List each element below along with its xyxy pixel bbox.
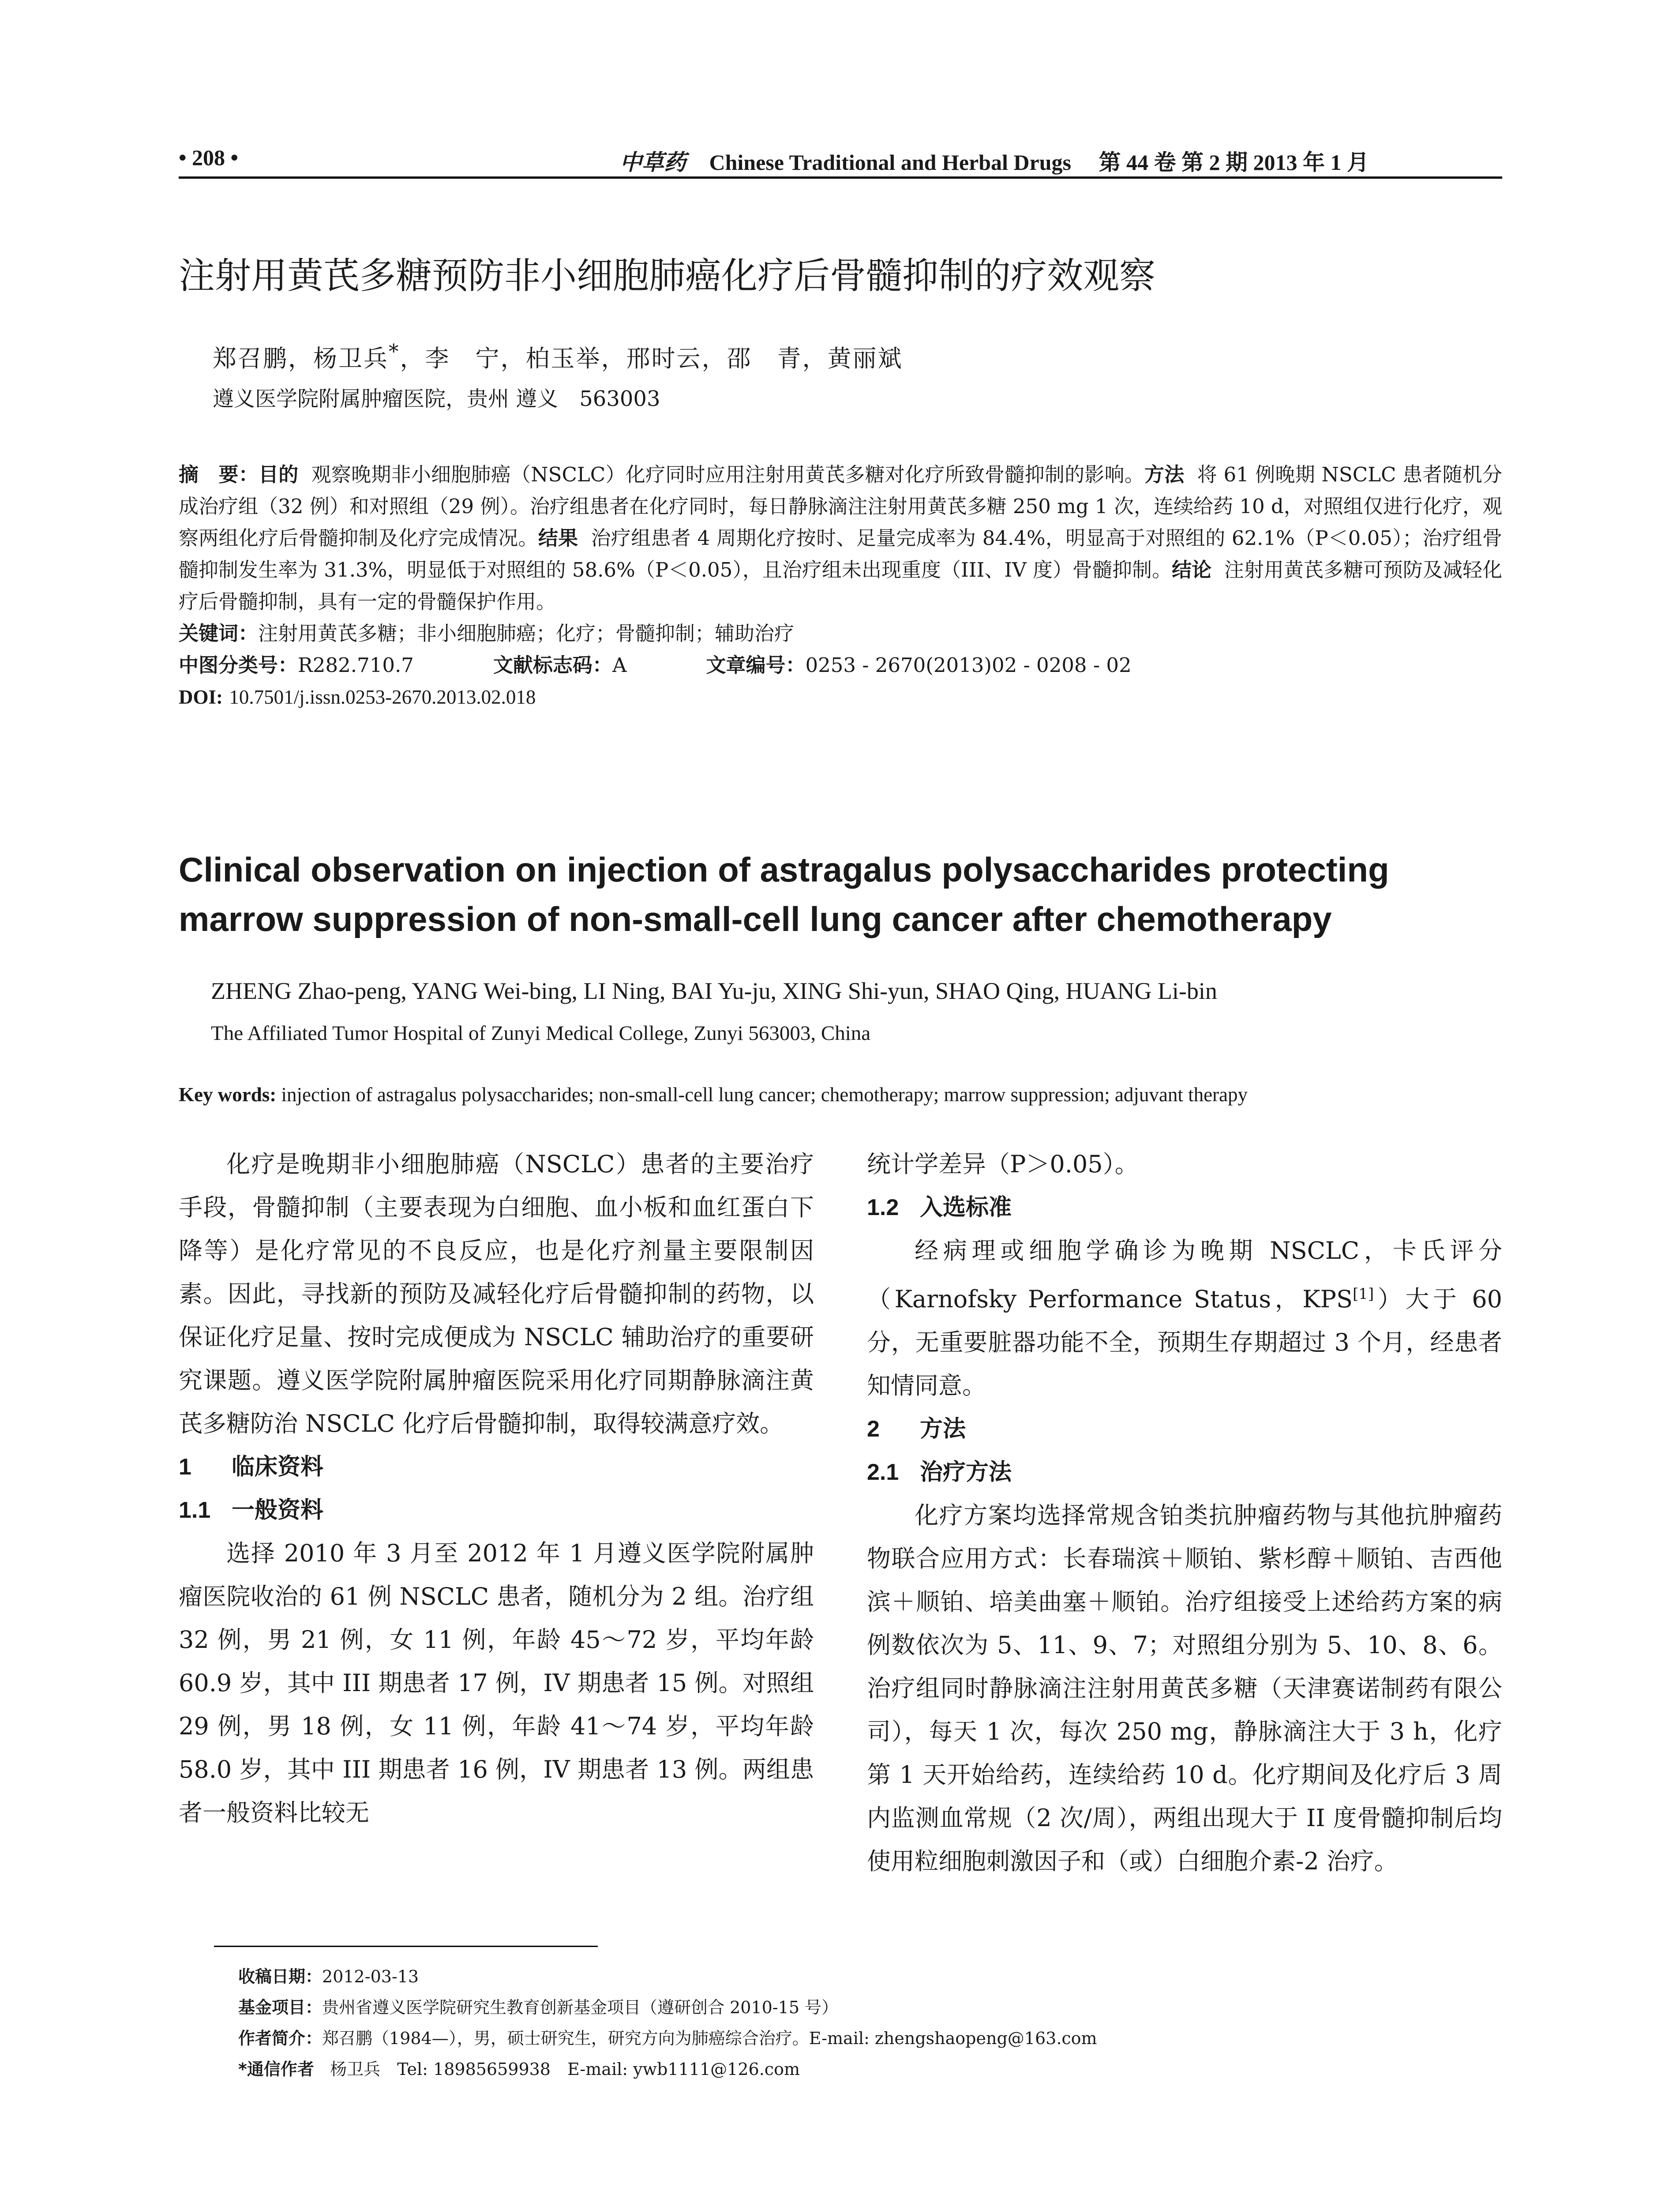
results-text: 治疗组患者 4 周期化疗按时、足量完成率为 84.4%，明显高于对照组的 62.1%（P＜0.05）；治疗组骨髓抑制发生率为 31.3%，明显低于对照组的 58.6%（P＜0.05），且治疗组未出现重度（III、IV 度）骨髓抑制。 <box>179 526 1502 582</box>
abstract-label: 摘 要： <box>179 463 259 486</box>
keywords-en <box>179 1083 1524 1106</box>
page-number: • 208 • <box>179 145 239 170</box>
methods-text: 将 61 例晚期 NSCLC 患者随机分成治疗组（32 例）和对照组（29 例）。治疗组患者在化疗同时，每日静脉滴注注射用黄芪多糖 250 mg 1 次，连续给药 10 d，对照组仅进行化疗，观察两组化疗后骨髓抑制及化疗完成情况。 <box>179 463 1503 550</box>
fund-label: 基金项目： <box>238 1998 322 2017</box>
general-data-continued: 统计学差异（P＞0.05）。 <box>867 1150 1139 1178</box>
footnote-received <box>238 1961 1518 1992</box>
reference-1: [1] <box>1352 1285 1374 1303</box>
inclusion-criteria-paragraph <box>867 1229 1502 1407</box>
methods-label: 方法 <box>1144 463 1185 486</box>
treatment-method-paragraph: 化疗方案均选择常规含铂类抗肿瘤药物与其他抗肿瘤药物联合应用方式：长春瑞滨＋顺铂、紫杉醇＋顺铂、吉西他滨＋顺铂、培美曲塞＋顺铂。治疗组接受上述给药方案的病例数依次为 5、11、9、7；对照组分别为 5、10、8、6。治疗组同时静脉滴注注射用黄芪多糖（天津赛诺制药有限公司），每天 1 次，每次 250 mg，静脉滴注大于 3 h，化疗第 1 天开始给药，连续给药 10 d。化疗期间及化疗后 3 周内监测血常规（2 次/周），两组出现大于 II 度骨髓抑制后均使用粒细胞刺激因子和（或）白细胞介素-2 治疗。 <box>867 1501 1502 1875</box>
objective-label: 目的 <box>258 463 299 486</box>
corresponding-label: *通信作者 <box>238 2060 314 2079</box>
section-2-1-title: 治疗方法 <box>920 1459 1012 1486</box>
running-header <box>179 140 1502 176</box>
article-title-cn: 注射用黄芪多糖预防非小细胞肺癌化疗后骨髓抑制的疗效观察 <box>179 255 1156 297</box>
keywords-en-label: Key words: <box>179 1084 277 1106</box>
section-1-title: 临床资料 <box>232 1454 324 1480</box>
section-1-1-title: 一般资料 <box>232 1497 324 1523</box>
footnote-author <box>238 2023 1518 2054</box>
section-heading-1-1 <box>179 1489 814 1532</box>
doi-line <box>179 681 1502 713</box>
received-label: 收稿日期： <box>238 1967 322 1986</box>
keywords-cn-label: 关键词： <box>179 622 259 645</box>
results-label: 结果 <box>538 526 578 550</box>
authors-cn-part-b: ，李 宁，柏玉举，邢时云，邵 青，黄丽斌 <box>400 345 903 372</box>
clc-label: 中图分类号： <box>179 653 298 677</box>
corresponding-star: * <box>389 340 400 363</box>
conclusion-text: 注射用黄芪多糖可预防及减轻化疗后骨髓抑制，具有一定的骨髓保护作用。 <box>179 558 1502 613</box>
section-2-1-number: 2.1 <box>867 1459 899 1485</box>
authors-cn-part-a: 郑召鹏，杨卫兵 <box>213 345 389 372</box>
body-column-left <box>179 1143 814 1835</box>
footnote-fund <box>238 1992 1518 2023</box>
footnote-corresponding <box>238 2054 1518 2085</box>
section-heading-2-1 <box>867 1451 1502 1494</box>
footnote-rule <box>214 1946 598 1947</box>
doc-code-label: 文献标志码： <box>493 653 612 677</box>
author-info-label: 作者简介： <box>238 2029 322 2048</box>
footnotes <box>238 1961 1518 2085</box>
corresponding-text: 杨卫兵 Tel: 18985659938 E-mail: ywb1111@126.com <box>330 2060 800 2079</box>
inclusion-text-b: ）大于 60 分，无重要脏器功能不全，预期生存期超过 3 个月，经患者知情同意。 <box>867 1285 1502 1399</box>
conclusion-label: 结论 <box>1172 558 1212 582</box>
section-heading-2 <box>867 1407 1502 1451</box>
author-info-text: 郑召鹏（1984—），男，硕士研究生，研究方向为肺癌综合治疗。E-mail: zhengshaopeng@163.com <box>322 2029 1097 2048</box>
objective-text: 观察晚期非小细胞肺癌（NSCLC）化疗同时应用注射用黄芪多糖对化疗所致骨髓抑制的影响。 <box>311 463 1145 486</box>
doi-label: DOI: <box>179 686 223 708</box>
general-data-paragraph: 选择 2010 年 3 月至 2012 年 1 月遵义医学院附属肿瘤医院收治的 61 例 NSCLC 患者，随机分为 2 组。治疗组 32 例，男 21 例，女 11 例，年龄 45～72 岁，平均年龄 60.9 岁，其中 III 期患者 17 例，IV 期患者 15 例。对照组 29 例，男 18 例，女 11 例，年龄 41～74 岁，平均年龄 58.0 岁，其中 III 期患者 16 例，IV 期患者 13 例。两组患者一般资料比较无 <box>179 1539 814 1827</box>
section-1-1-number: 1.1 <box>179 1497 211 1523</box>
fund-text: 贵州省遵义医学院研究生教育创新基金项目（遵研创合 2010-15 号） <box>322 1998 839 2017</box>
abstract-cn <box>179 459 1502 713</box>
classification-line <box>179 649 1502 681</box>
inclusion-text-a: 经病理或细胞学确诊为晚期 NSCLC，卡氏评分（Karnofsky Performance Status，KPS <box>867 1237 1502 1313</box>
header-rule <box>179 176 1502 179</box>
section-1-number: 1 <box>179 1454 191 1480</box>
section-1-2-number: 1.2 <box>867 1195 899 1220</box>
doc-code-value: A <box>612 653 627 677</box>
affiliation-cn: 遵义医学院附属肿瘤医院，贵州 遵义 563003 <box>213 386 660 411</box>
journal-name-en: Chinese Traditional and Herbal Drugs <box>709 150 1071 175</box>
clc-value: R282.710.7 <box>298 653 414 677</box>
section-1-2-title: 入选标准 <box>920 1194 1012 1221</box>
section-heading-1 <box>179 1445 814 1489</box>
abstract-body <box>179 459 1502 618</box>
journal-name-cn: 中草药 <box>620 149 686 175</box>
author-list-cn <box>213 340 903 374</box>
body-column-right <box>867 1143 1502 1883</box>
affiliation-en: The Affiliated Tumor Hospital of Zunyi Medical College, Zunyi 563003, China <box>211 1022 871 1045</box>
journal-issue: 第 44 卷 第 2 期 2013 年 1 月 <box>1099 150 1369 175</box>
received-date: 2012-03-13 <box>322 1967 419 1986</box>
intro-paragraph: 化疗是晚期非小细胞肺癌（NSCLC）患者的主要治疗手段，骨髓抑制（主要表现为白细胞、血小板和血红蛋白下降等）是化疗常见的不良反应，也是化疗剂量主要限制因素。因此，寻找新的预防及减轻化疗后骨髓抑制的药物，以保证化疗足量、按时完成便成为 NSCLC 辅助治疗的重要研究课题。遵义医学院附属肿瘤医院采用化疗同期静脉滴注黄芪多糖防治 NSCLC 化疗后骨髓抑制，取得较满意疗效。 <box>179 1150 814 1437</box>
keywords-cn-text: 注射用黄芪多糖；非小细胞肺癌；化疗；骨髓抑制；辅助治疗 <box>258 622 795 645</box>
section-2-number: 2 <box>867 1416 880 1442</box>
article-no-label: 文章编号： <box>706 653 806 677</box>
keywords-en-text: injection of astragalus polysaccharides; non-small-cell lung cancer; chemotherapy; marrow suppression; adjuvant therapy <box>281 1084 1248 1106</box>
journal-title <box>620 145 1369 176</box>
keywords-cn <box>179 618 1502 649</box>
section-heading-1-2 <box>867 1186 1502 1229</box>
article-title-en: Clinical observation on injection of astragalus polysaccharides protecting marrow suppression of non-small-cell lung cancer after chemotherapy <box>179 850 1389 938</box>
section-2-title: 方法 <box>920 1416 966 1442</box>
doi-value: 10.7501/j.issn.0253-2670.2013.02.018 <box>229 686 536 708</box>
author-list-en: ZHENG Zhao-peng, YANG Wei-bing, LI Ning, BAI Yu-ju, XING Shi-yun, SHAO Qing, HUANG Li-bin <box>211 978 1217 1004</box>
article-no-value: 0253 - 2670(2013)02 - 0208 - 02 <box>805 653 1132 677</box>
